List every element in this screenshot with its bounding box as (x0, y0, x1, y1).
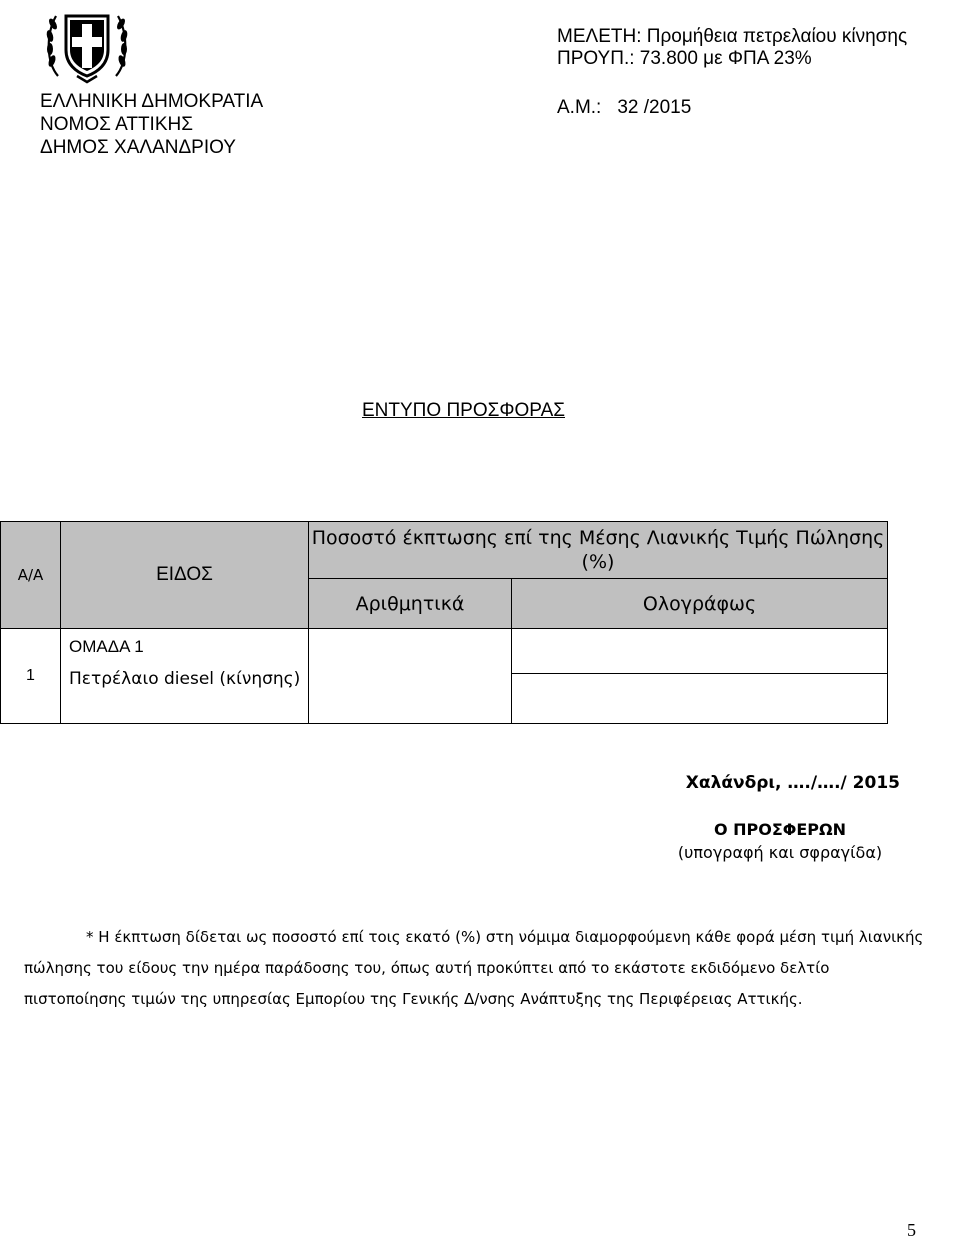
offer-table (0, 521, 888, 724)
am-value: 32 /2015 (617, 97, 692, 118)
budget-line: ΠΡΟΥΠ.: 73.800 με ΦΠΑ 23% (557, 48, 812, 69)
header-numeric: Αριθμητικά (309, 579, 512, 629)
in-words-value-field[interactable] (512, 629, 888, 674)
footnote: * Η έκπτωση δίδεται ως ποσοστό επί τοις εκατό (%) στη νόμιμα διαμορφούμενη κάθε φορά μέση τιμή λιανικής πώλησης του είδους την ημέρα παράδοσης του, όπως αυτή προκύπτει από το εκάστοτε εκδιδόμενο δελτίο πιστοποίησης τιμών της υπηρεσίας Εμπορίου της Γενικής Δ/νσης Ανάπτυξης της Περιφέρειας Αττικής. (24, 928, 924, 1008)
am-line (557, 97, 691, 119)
form-title: ΕΝΤΥΠΟ ΠΡΟΣΦΟΡΑΣ (362, 400, 565, 421)
page-number: 5 (907, 1220, 916, 1240)
am-label: Α.Μ.: (557, 97, 602, 118)
in-words-blank-cell (512, 674, 888, 724)
authority-block (40, 90, 263, 159)
authority-line-3: ΔΗΜΟΣ ΧΑΛΑΝΔΡΙΟΥ (40, 137, 236, 158)
numeric-value-field[interactable] (309, 629, 512, 724)
header-in-words: Ολογράφως (512, 579, 888, 629)
item-name: Πετρέλαιο diesel (κίνησης) (69, 669, 301, 689)
study-block (557, 26, 907, 70)
bidder-label: Ο ΠΡΟΣΦΕΡΩΝ (713, 820, 847, 839)
place-date: Χαλάνδρι, …./…./ 2015 (685, 773, 900, 793)
row-aa: 1 (1, 629, 61, 724)
greek-state-emblem-icon (44, 4, 130, 84)
signature-note: (υπογραφή και σφραγίδα) (677, 843, 883, 862)
header-eidos: ΕΙΔΟΣ (61, 522, 309, 629)
header-percentage: Ποσοστό έκπτωσης επί της Μέσης Λιανικής Τιμής Πώλησης (%) (309, 522, 888, 579)
group-label: ΟΜΑΔΑ 1 (69, 637, 144, 656)
item-cell (61, 629, 309, 724)
authority-line-2: ΝΟΜΟΣ ΑΤΤΙΚΗΣ (40, 114, 193, 135)
authority-line-1: ΕΛΛΗΝΙΚΗ ΔΗΜΟΚΡΑΤΙΑ (40, 91, 264, 112)
header-aa: Α/Α (1, 522, 61, 629)
table-row (1, 629, 888, 674)
study-line: ΜΕΛΕΤΗ: Προμήθεια πετρελαίου κίνησης (557, 26, 908, 47)
